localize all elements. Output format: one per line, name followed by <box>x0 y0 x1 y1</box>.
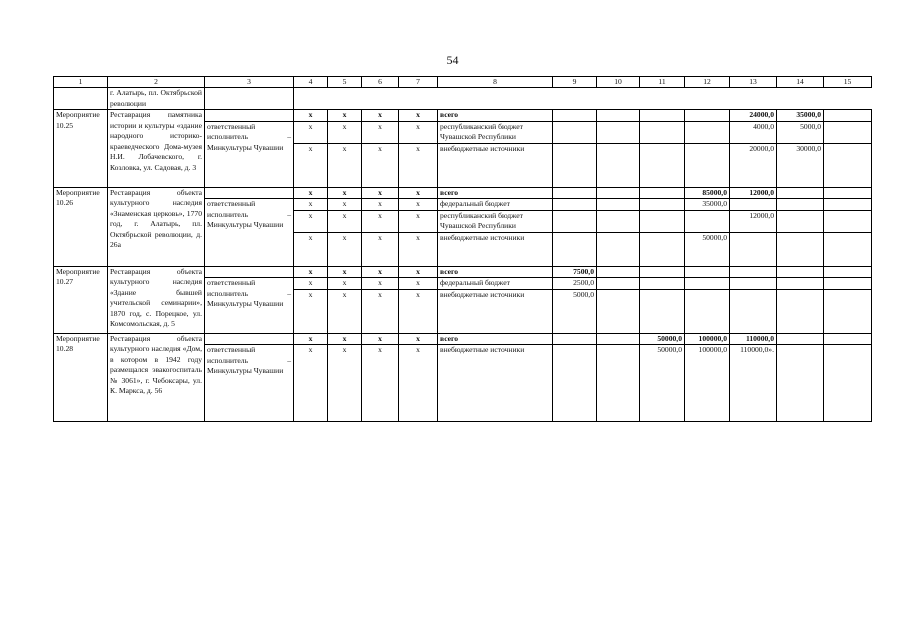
amount-c14 <box>777 232 824 266</box>
amount-c12: 35000,0 <box>685 199 730 211</box>
x-mark: x <box>362 210 399 232</box>
amount-c10 <box>597 333 640 345</box>
amount-c12: 100000,0 <box>685 333 730 345</box>
amount-c10 <box>597 187 640 199</box>
amount-c11 <box>640 121 685 143</box>
measure-id: Мероприятие 10.25 <box>54 110 108 188</box>
column-number-14: 14 <box>777 77 824 88</box>
x-mark: x <box>328 232 362 266</box>
amount-c12 <box>685 121 730 143</box>
x-mark: x <box>328 199 362 211</box>
amount-c12 <box>685 143 730 187</box>
x-mark: x <box>399 199 438 211</box>
amount-c11 <box>640 278 685 290</box>
column-number-2: 2 <box>108 77 205 88</box>
column-number-6: 6 <box>362 77 399 88</box>
funding-source: республиканский бюджет Чувашской Республики <box>438 121 553 143</box>
cell-empty <box>205 333 294 345</box>
x-mark: x <box>362 232 399 266</box>
x-mark: x <box>362 143 399 187</box>
amount-c11: 50000,0 <box>640 345 685 422</box>
amount-c15 <box>824 278 872 290</box>
measure-name: Реставрация объекта культурного наследия «Знаменская церковь», 1770 год, г. Алатырь, пл. Октябрьской революции, д. 26а <box>108 187 205 266</box>
amount-c13: 24000,0 <box>730 110 777 122</box>
amount-c13 <box>730 199 777 211</box>
x-mark: x <box>399 278 438 290</box>
x-mark: x <box>399 143 438 187</box>
measure-row <box>54 333 872 345</box>
x-mark: x <box>362 110 399 122</box>
amount-c10 <box>597 266 640 278</box>
x-mark: x <box>399 333 438 345</box>
x-mark: x <box>294 110 328 122</box>
measure-id: Мероприятие 10.26 <box>54 187 108 266</box>
amount-c11 <box>640 143 685 187</box>
cell-empty <box>54 88 108 110</box>
table-body <box>54 77 872 422</box>
amount-c9 <box>553 199 597 211</box>
x-mark: x <box>362 121 399 143</box>
x-mark: x <box>328 333 362 345</box>
amount-c14: 30000,0 <box>777 143 824 187</box>
amount-c14 <box>777 199 824 211</box>
measure-executor: ответственный исполнитель – Минкультуры Чувашии <box>205 345 294 422</box>
funding-source: внебюджетные источники <box>438 143 553 187</box>
amount-c15 <box>824 121 872 143</box>
amount-c9 <box>553 121 597 143</box>
amount-c10 <box>597 143 640 187</box>
column-number-15: 15 <box>824 77 872 88</box>
amount-c13: 20000,0 <box>730 143 777 187</box>
amount-c14 <box>777 278 824 290</box>
funding-source: внебюджетные источники <box>438 289 553 333</box>
funding-source: всего <box>438 333 553 345</box>
x-mark: x <box>362 187 399 199</box>
amount-c15 <box>824 345 872 422</box>
x-mark: x <box>294 333 328 345</box>
measure-name: Реставрация объекта культурного наследия «Дом, в котором в 1942 году размещался эвакогоспиталь № 3061», г. Чебоксары, ул. К. Маркса, д. 56 <box>108 333 205 422</box>
amount-c15 <box>824 266 872 278</box>
column-number-3: 3 <box>205 77 294 88</box>
funding-source: всего <box>438 110 553 122</box>
x-mark: x <box>399 289 438 333</box>
amount-c12: 100000,0 <box>685 345 730 422</box>
amount-c13: 12000,0 <box>730 187 777 199</box>
amount-c12 <box>685 266 730 278</box>
amount-c9 <box>553 333 597 345</box>
measure-id: Мероприятие 10.28 <box>54 333 108 422</box>
x-mark: x <box>399 187 438 199</box>
amount-c13: 4000,0 <box>730 121 777 143</box>
x-mark: x <box>294 232 328 266</box>
funding-source: республиканский бюджет Чувашской Республики <box>438 210 553 232</box>
column-number-10: 10 <box>597 77 640 88</box>
amount-c15 <box>824 143 872 187</box>
amount-c12: 85000,0 <box>685 187 730 199</box>
amount-c13 <box>730 278 777 290</box>
column-number-13: 13 <box>730 77 777 88</box>
x-mark: x <box>328 110 362 122</box>
amount-c9 <box>553 143 597 187</box>
column-number-9: 9 <box>553 77 597 88</box>
measure-executor: ответственный исполнитель – Минкультуры Чувашии <box>205 199 294 267</box>
x-mark: x <box>294 121 328 143</box>
amount-c13 <box>730 266 777 278</box>
continuation-text: г. Алатырь, пл. Октябрьской революции <box>108 88 205 110</box>
amount-c15 <box>824 232 872 266</box>
amount-c10 <box>597 232 640 266</box>
amount-c9: 7500,0 <box>553 266 597 278</box>
column-number-12: 12 <box>685 77 730 88</box>
amount-c11 <box>640 210 685 232</box>
amount-c14: 35000,0 <box>777 110 824 122</box>
amount-c13: 110000,0». <box>730 345 777 422</box>
x-mark: x <box>362 266 399 278</box>
amount-c9 <box>553 110 597 122</box>
amount-c15 <box>824 110 872 122</box>
amount-c10 <box>597 289 640 333</box>
page-number: 54 <box>446 53 459 67</box>
measure-row <box>54 110 872 122</box>
amount-c10 <box>597 110 640 122</box>
x-mark: x <box>294 187 328 199</box>
funding-source: всего <box>438 187 553 199</box>
funding-source: внебюджетные источники <box>438 345 553 422</box>
x-mark: x <box>328 289 362 333</box>
x-mark: x <box>294 199 328 211</box>
x-mark: x <box>294 210 328 232</box>
measure-id: Мероприятие 10.27 <box>54 266 108 333</box>
x-mark: x <box>328 143 362 187</box>
amount-c10 <box>597 345 640 422</box>
measure-name: Реставрация памятника истории и культуры «здание народного историко-краеведческого Дома-музея Н.И. Лобачевского, г. Козловка, ул. Садовая, д. 3 <box>108 110 205 188</box>
amount-c14 <box>777 210 824 232</box>
x-mark: x <box>328 121 362 143</box>
amount-c14: 5000,0 <box>777 121 824 143</box>
amount-c9 <box>553 210 597 232</box>
amount-c14 <box>777 266 824 278</box>
column-number-4: 4 <box>294 77 328 88</box>
amount-c9 <box>553 187 597 199</box>
amount-c10 <box>597 278 640 290</box>
funding-source: федеральный бюджет <box>438 278 553 290</box>
cell-empty <box>294 88 872 110</box>
amount-c9 <box>553 345 597 422</box>
x-mark: x <box>399 232 438 266</box>
x-mark: x <box>362 289 399 333</box>
amount-c11: 50000,0 <box>640 333 685 345</box>
x-mark: x <box>328 187 362 199</box>
x-mark: x <box>294 266 328 278</box>
x-mark: x <box>399 345 438 422</box>
funding-source: внебюджетные источники <box>438 232 553 266</box>
amount-c10 <box>597 121 640 143</box>
amount-c11 <box>640 289 685 333</box>
program-table <box>53 76 872 422</box>
x-mark: x <box>362 199 399 211</box>
amount-c14 <box>777 333 824 345</box>
amount-c14 <box>777 187 824 199</box>
x-mark: x <box>328 345 362 422</box>
amount-c15 <box>824 210 872 232</box>
measure-executor: ответственный исполнитель – Минкультуры Чувашии <box>205 121 294 187</box>
x-mark: x <box>328 278 362 290</box>
amount-c15 <box>824 199 872 211</box>
column-number-5: 5 <box>328 77 362 88</box>
measure-row <box>54 187 872 199</box>
cell-empty <box>205 266 294 278</box>
x-mark: x <box>399 121 438 143</box>
x-mark: x <box>294 143 328 187</box>
amount-c13 <box>730 232 777 266</box>
x-mark: x <box>399 210 438 232</box>
amount-c11 <box>640 110 685 122</box>
column-number-1: 1 <box>54 77 108 88</box>
amount-c15 <box>824 333 872 345</box>
amount-c13: 110000,0 <box>730 333 777 345</box>
column-number-row <box>54 77 872 88</box>
cell-empty <box>205 187 294 199</box>
funding-source: всего <box>438 266 553 278</box>
amount-c13 <box>730 289 777 333</box>
cell-empty <box>205 110 294 122</box>
amount-c12 <box>685 289 730 333</box>
x-mark: x <box>362 278 399 290</box>
x-mark: x <box>399 266 438 278</box>
amount-c15 <box>824 289 872 333</box>
amount-c15 <box>824 187 872 199</box>
column-number-11: 11 <box>640 77 685 88</box>
amount-c9 <box>553 232 597 266</box>
x-mark: x <box>328 210 362 232</box>
x-mark: x <box>399 110 438 122</box>
amount-c11 <box>640 266 685 278</box>
amount-c12 <box>685 210 730 232</box>
x-mark: x <box>362 345 399 422</box>
column-number-7: 7 <box>399 77 438 88</box>
amount-c14 <box>777 289 824 333</box>
funding-source: федеральный бюджет <box>438 199 553 211</box>
continuation-row <box>54 88 872 110</box>
amount-c12 <box>685 110 730 122</box>
measure-executor: ответственный исполнитель – Минкультуры Чувашии <box>205 278 294 334</box>
amount-c12 <box>685 278 730 290</box>
amount-c11 <box>640 199 685 211</box>
amount-c9: 2500,0 <box>553 278 597 290</box>
amount-c10 <box>597 210 640 232</box>
column-number-8: 8 <box>438 77 553 88</box>
amount-c13: 12000,0 <box>730 210 777 232</box>
amount-c10 <box>597 199 640 211</box>
x-mark: x <box>362 333 399 345</box>
amount-c11 <box>640 232 685 266</box>
measure-row <box>54 266 872 278</box>
x-mark: x <box>294 278 328 290</box>
amount-c14 <box>777 345 824 422</box>
amount-c12: 50000,0 <box>685 232 730 266</box>
x-mark: x <box>294 289 328 333</box>
cell-empty <box>205 88 294 110</box>
x-mark: x <box>294 345 328 422</box>
measure-name: Реставрация объекта культурного наследия «Здание бывшей учительской семинарии», 1870 год, с. Порецкое, ул. Комсомольская, д. 5 <box>108 266 205 333</box>
x-mark: x <box>328 266 362 278</box>
amount-c11 <box>640 187 685 199</box>
amount-c9: 5000,0 <box>553 289 597 333</box>
